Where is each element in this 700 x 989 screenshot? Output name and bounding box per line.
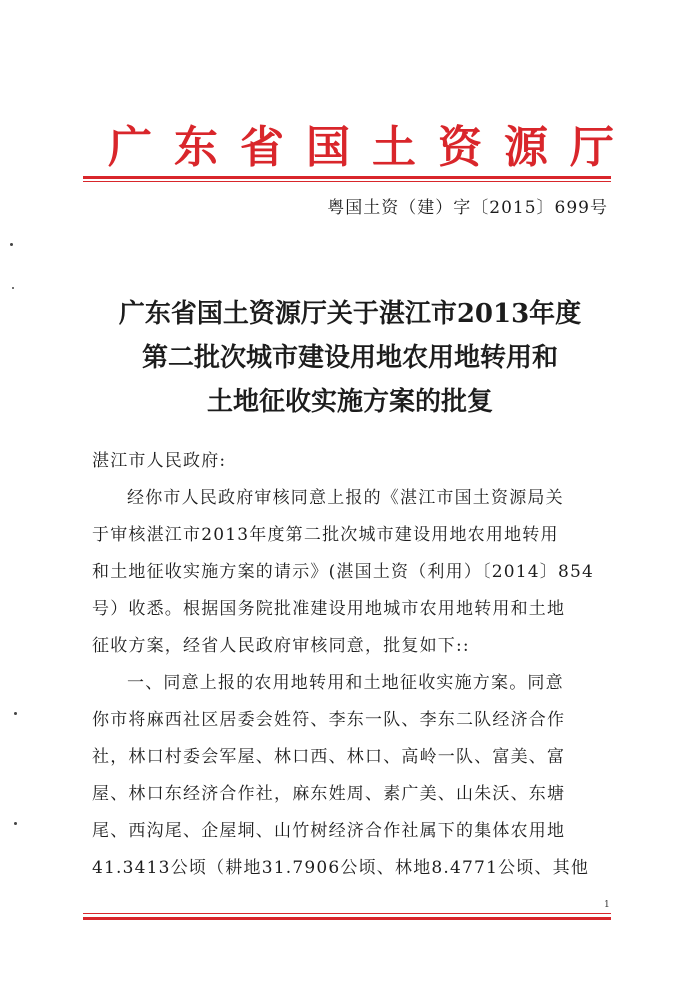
page-number: 1 — [604, 900, 610, 910]
body-line: 社，林口村委会军屋、林口西、林口、高岭一队、富美、富 — [92, 747, 566, 767]
footer-rule-thick — [83, 917, 611, 920]
document-number: 粤国土资（建）字〔2015〕699号 — [327, 198, 608, 218]
header-rule-thick — [83, 176, 611, 179]
body-line: 经你市人民政府审核同意上报的《湛江市国土资源局关 — [127, 488, 564, 508]
body-line: 尾、西沟尾、企屋垌、山竹树经济合作社属下的集体农用地 — [92, 821, 566, 841]
body-line: 征收方案，经省人民政府审核同意，批复如下:: — [92, 636, 470, 656]
body-line: 屋、林口东经济合作社，麻东姓周、素广美、山朱沃、东塘 — [92, 784, 566, 804]
footer-rule-thin — [83, 913, 611, 914]
document-title — [60, 292, 640, 424]
body-line: 号）收悉。根据国务院批准建设用地城市农用地转用和土地 — [92, 599, 566, 619]
scan-speck — [14, 822, 17, 825]
title-line-1: 广东省国土资源厅关于湛江市2013年度 — [118, 299, 582, 329]
body-line: 一、同意上报的农用地转用和土地征收实施方案。同意 — [127, 673, 564, 693]
salutation: 湛江市人民政府: — [92, 451, 227, 471]
scan-speck — [10, 243, 13, 246]
header-rule-thin — [83, 181, 611, 182]
body-line: 于审核湛江市2013年度第二批次城市建设用地农用地转用 — [92, 525, 559, 545]
scan-speck — [12, 287, 14, 289]
body-line: 41.3413公顷（耕地31.7906公顷、林地8.4771公顷、其他 — [92, 858, 590, 878]
body-line: 和土地征收实施方案的请示》(湛国土资（利用）〔2014〕854 — [92, 562, 595, 582]
document-body — [92, 443, 620, 887]
body-line: 你市将麻西社区居委会姓符、李东一队、李东二队经济合作 — [92, 710, 566, 730]
scan-speck — [14, 712, 17, 715]
title-line-2: 第二批次城市建设用地农用地转用和 — [141, 343, 558, 373]
issuing-authority-header: 广东省国土资源厅 — [108, 122, 636, 173]
title-line-3: 土地征收实施方案的批复 — [206, 387, 493, 417]
